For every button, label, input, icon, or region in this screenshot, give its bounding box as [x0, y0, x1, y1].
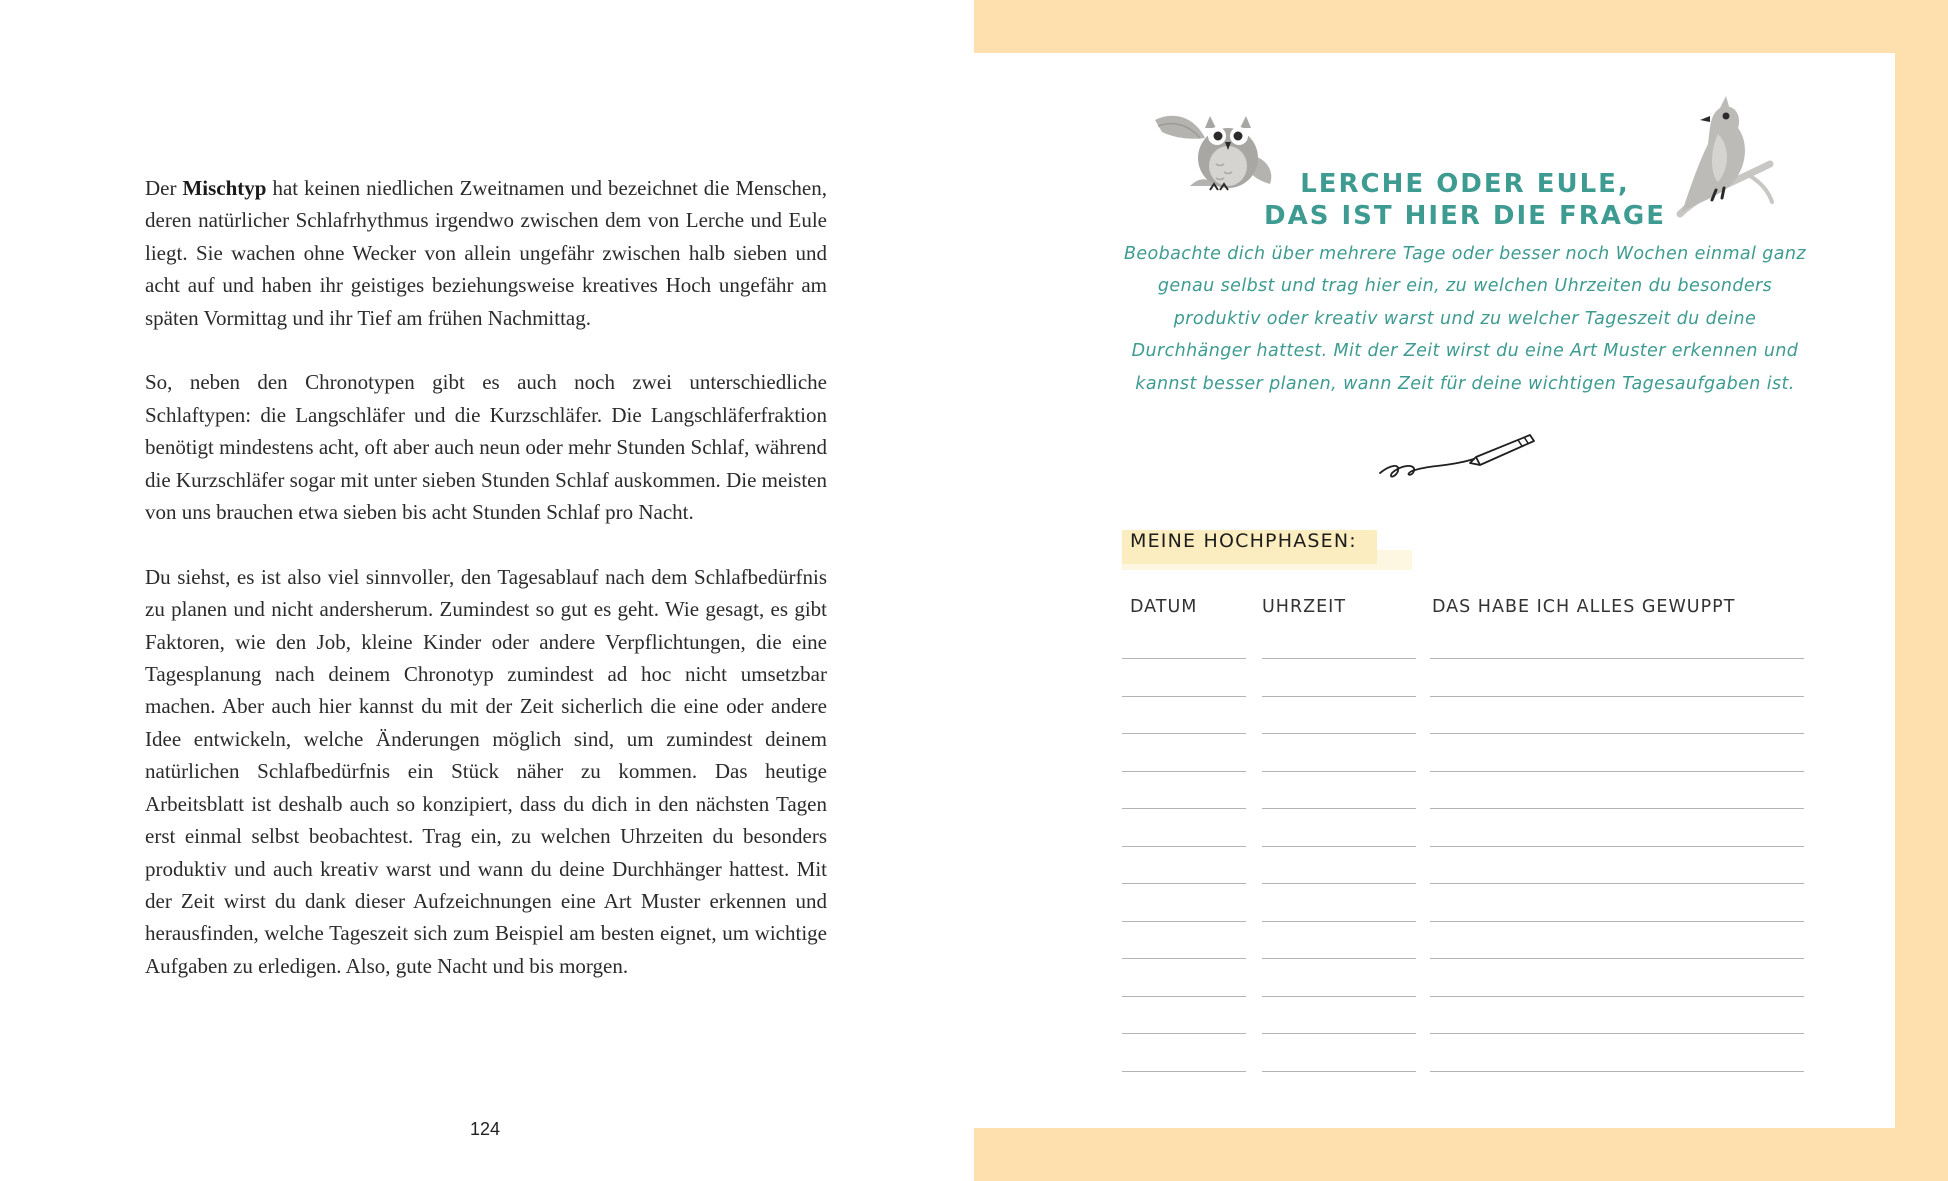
paragraph-1-rest: hat keinen niedlichen Zweitnamen und bezeichnet die Menschen, deren natürlicher Schlafrhythmus irgendwo zwischen dem von Lerche und Eule liegt. Sie wachen ohne Wecker von allein ungefähr zwischen halb sieben und acht auf und haben ihr geistiges beziehungsweise kreatives Hoch ungefähr am späten Vormittag und ihr Tief am frühen Nachmittag. [145, 176, 827, 330]
paragraph-3: Du siehst, es ist also viel sinnvoller, den Tagesablauf nach dem Schlafbedürfnis zu planen und nicht andersherum. Zumindest so gut es geht. Wie gesagt, es gibt Faktoren, wie den Job, kleine Kinder oder andere Verpflichtungen, die eine Tagesplanung nach deinem Chronotyp zumindest ad hoc nicht umsetzbar machen. Aber auch hier kannst du mit der Zeit sicherlich die eine oder andere Idee entwickeln, welche Änderungen möglich sind, um zumindest deinem natürlichen Schlafbedürfnis ein Stück näher zu kommen. Das heutige Arbeitsblatt ist deshalb auch so konzipiert, dass du dich in den nächsten Tagen erst einmal selbst beobachtest. Trag ein, zu welchen Uhrzeiten du besonders produktiv und auch kreativ warst und wann du deine Durchhänger hattest. Mit der Zeit wirst du dank dieser Aufzeichnungen eine Art Muster erkennen und herausfinden, welche Tageszeit sich zum Beispiel am besten eignet, um wichtige Aufgaben zu erledigen. Also, gute Nacht und bis morgen. [145, 564, 827, 978]
entry-line-time[interactable] [1262, 808, 1416, 809]
entry-line-date[interactable] [1122, 846, 1246, 847]
entry-line-activities[interactable] [1430, 883, 1804, 884]
entry-line-time[interactable] [1262, 658, 1416, 659]
entry-line-time[interactable] [1262, 733, 1416, 734]
entry-line-time[interactable] [1262, 921, 1416, 922]
column-header-date: DATUM [1130, 597, 1198, 617]
paragraph-2: So, neben den Chronotypen gibt es auch noch zwei unterschiedliche Schlaftypen: die Langschläfer und die Kurzschläfer. Die Langschläferfraktion benötigt mindestens acht, oft aber auch neun oder mehr Stunden Schlaf, während die Kurzschläfer sogar mit unter sieben Stunden Schlaf auskommen. Die meisten von uns brauchen etwa sieben bis acht Stunden Schlaf pro Nacht. [145, 370, 827, 525]
section-label-text: MEINE HOCHPHASEN: [1130, 530, 1357, 552]
entry-line-activities[interactable] [1430, 996, 1804, 997]
entry-line-time[interactable] [1262, 958, 1416, 959]
entry-line-date[interactable] [1122, 771, 1246, 772]
column-header-activities: DAS HABE ICH ALLES GEWUPPT [1432, 597, 1736, 617]
entry-line-activities[interactable] [1430, 808, 1804, 809]
entry-line-date[interactable] [1122, 996, 1246, 997]
entry-line-date[interactable] [1122, 733, 1246, 734]
column-header-time: UHRZEIT [1262, 597, 1347, 617]
paragraph-1 [145, 172, 827, 334]
paragraph-1-lead: Der [145, 176, 183, 200]
worksheet-title [1160, 168, 1770, 232]
entry-line-date[interactable] [1122, 808, 1246, 809]
title-line-1: LERCHE ODER EULE, [1300, 169, 1630, 199]
body-text [145, 172, 827, 1015]
entry-line-activities[interactable] [1430, 921, 1804, 922]
entry-line-time[interactable] [1262, 883, 1416, 884]
pen-doodle [1378, 425, 1548, 485]
entry-line-activities[interactable] [1430, 733, 1804, 734]
entry-line-time[interactable] [1262, 696, 1416, 697]
entry-line-activities[interactable] [1430, 771, 1804, 772]
entry-line-activities[interactable] [1430, 696, 1804, 697]
entry-line-time[interactable] [1262, 1071, 1416, 1072]
title-line-2: DAS IST HIER DIE FRAGE [1263, 201, 1666, 231]
page-number: 124 [470, 1119, 501, 1139]
entry-line-date[interactable] [1122, 1071, 1246, 1072]
entry-line-activities[interactable] [1430, 1071, 1804, 1072]
entry-line-time[interactable] [1262, 996, 1416, 997]
entry-line-activities[interactable] [1430, 958, 1804, 959]
section-label [1122, 524, 1414, 574]
entry-line-date[interactable] [1122, 696, 1246, 697]
entry-line-date[interactable] [1122, 1033, 1246, 1034]
entry-line-date[interactable] [1122, 958, 1246, 959]
entry-line-date[interactable] [1122, 921, 1246, 922]
intro-text: Beobachte dich über mehrere Tage oder besser noch Wochen einmal ganz genau selbst und trag hier ein, zu welchen Uhrzeiten du besonders produktiv oder kreativ warst und zu welcher Tageszeit du deine Durchhänger hattest. Mit der Zeit wirst du eine Art Muster erkennen und kannst besser planen, wann Zeit für deine wichtigen Tagesaufgaben ist. [1123, 244, 1806, 394]
entry-line-date[interactable] [1122, 883, 1246, 884]
entry-line-date[interactable] [1122, 658, 1246, 659]
entry-line-activities[interactable] [1430, 846, 1804, 847]
entry-line-time[interactable] [1262, 1033, 1416, 1034]
paragraph-1-bold-term: Mischtyp [182, 176, 267, 200]
entry-line-activities[interactable] [1430, 1033, 1804, 1034]
entry-line-time[interactable] [1262, 846, 1416, 847]
entry-line-activities[interactable] [1430, 658, 1804, 659]
entry-line-time[interactable] [1262, 771, 1416, 772]
